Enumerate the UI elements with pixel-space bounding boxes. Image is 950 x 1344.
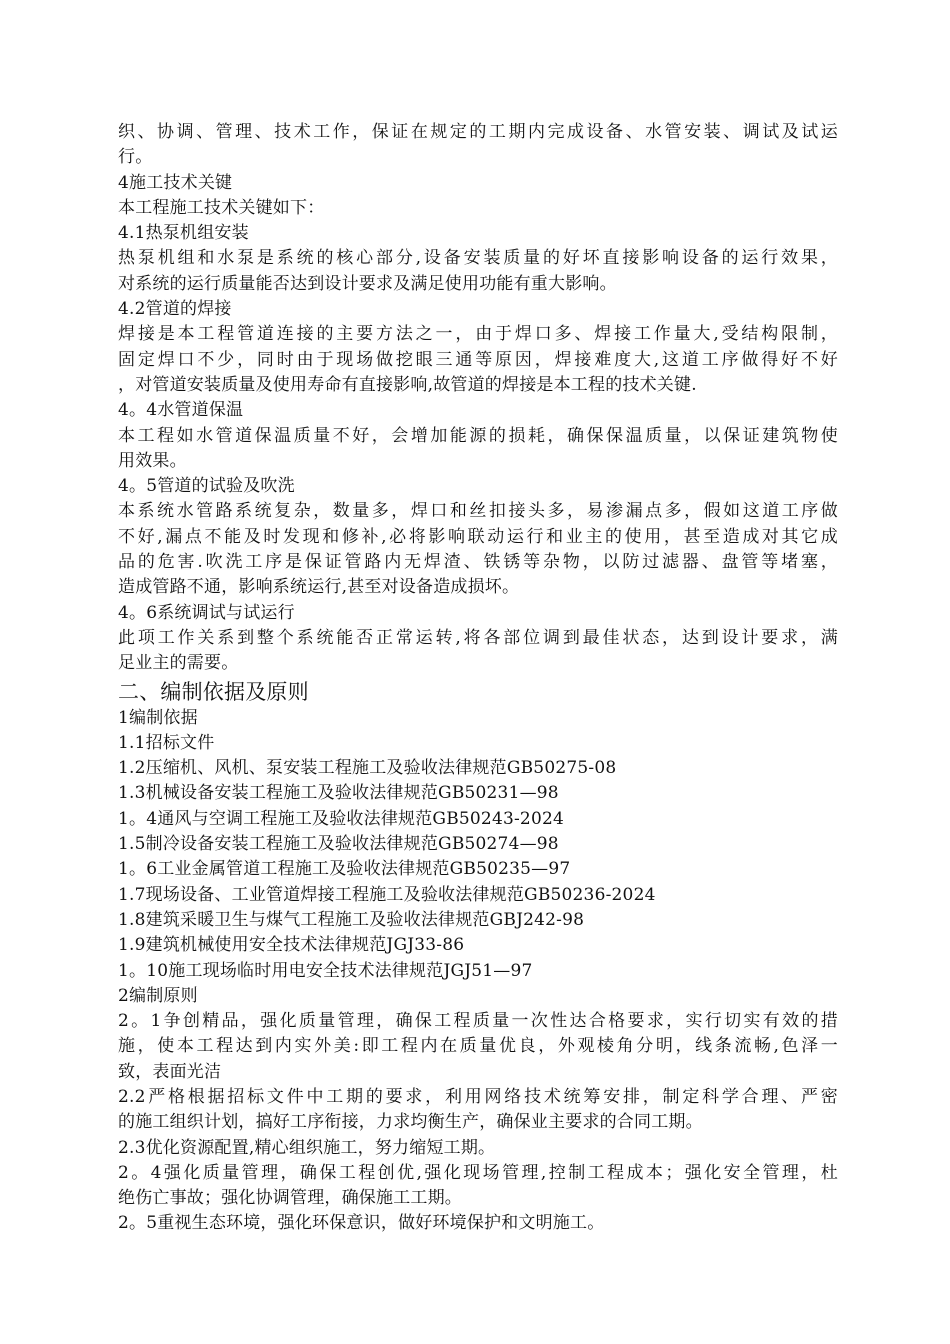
text-line: 此项工作关系到整个系统能否正常运转,将各部位调到最佳状态，达到设计要求，满 xyxy=(118,627,838,648)
text-line: 本工程施工技术关键如下： xyxy=(118,197,325,218)
text-line: 1。4通风与空调工程施工及验收法律规范GB50243-2024 xyxy=(118,808,564,829)
text-line: 织、协调、管理、技术工作，保证在规定的工期内完成设备、水管安装、调试及试运 xyxy=(118,122,838,142)
text-line: 2.2严格根据招标文件中工期的要求，利用网络技术统筹安排，制定科学合理、严密 xyxy=(118,1086,838,1107)
text-line: 本系统水管路系统复杂，数量多，焊口和丝扣接头多，易渗漏点多，假如这道工序做 xyxy=(118,501,838,522)
text-line: 1.8建筑采暖卫生与煤气工程施工及验收法律规范GBJ242-98 xyxy=(118,909,585,930)
text-line: 绝伤亡事故；强化协调管理，确保施工工期。 xyxy=(118,1188,462,1209)
text-line: 1。10施工现场临时用电安全技术法律规范JGJ51—97 xyxy=(118,960,533,981)
text-line: 4。4水管道保温 xyxy=(118,400,244,421)
text-line: 致，表面光洁 xyxy=(118,1061,222,1082)
text-line: 2编制原则 xyxy=(118,985,198,1006)
text-line: 品的危害.吹洗工序是保证管路内无焊渣、铁锈等杂物，以防过滤器、盘管等堵塞， xyxy=(118,552,838,573)
text-line: 4。5管道的试验及吹洗 xyxy=(118,476,295,497)
text-line: 足业主的需要。 xyxy=(118,653,239,674)
section-heading: 二、编制依据及原则 xyxy=(118,679,309,704)
text-line: 4施工技术关键 xyxy=(118,172,233,193)
text-line: 不好,漏点不能及时发现和修补,必将影响联动运行和业主的使用，甚至造成对其它成 xyxy=(118,526,838,547)
text-line: 4.1热泵机组安装 xyxy=(118,223,249,244)
text-line: 1.1招标文件 xyxy=(118,732,215,753)
text-line: 1.3机械设备安装工程施工及验收法律规范GB50231—98 xyxy=(118,783,559,804)
text-line: 2。5重视生态环境，强化环保意识，做好环境保护和文明施工。 xyxy=(118,1213,605,1234)
document-body xyxy=(118,120,838,1237)
text-line: 1.5制冷设备安装工程施工及验收法律规范GB50274—98 xyxy=(118,834,559,855)
basis-and-principles-section xyxy=(118,706,838,1237)
text-line: 2.3优化资源配置,精心组织施工，努力缩短工期。 xyxy=(118,1137,496,1158)
text-line: 本工程如水管道保温质量不好，会增加能源的损耗，确保保温质量，以保证建筑物使 xyxy=(118,425,838,446)
text-line: 4。6系统调试与试运行 xyxy=(118,602,295,623)
text-line: 对系统的运行质量能否达到设计要求及满足使用功能有重大影响。 xyxy=(118,273,617,294)
text-line: 1.7现场设备、工业管道焊接工程施工及验收法律规范GB50236-2024 xyxy=(118,884,656,905)
text-line: 1.9建筑机械使用安全技术法律规范JGJ33-86 xyxy=(118,935,465,956)
text-line: 用效果。 xyxy=(118,450,187,471)
text-line: 热泵机组和水泵是系统的核心部分,设备安装质量的好坏直接影响设备的运行效果， xyxy=(118,248,838,269)
technical-key-section xyxy=(118,120,838,677)
text-line: 1.2压缩机、风机、泵安装工程施工及验收法律规范GB50275-08 xyxy=(118,758,617,779)
text-line: 造成管路不通，影响系统运行,甚至对设备造成损坏。 xyxy=(118,577,520,598)
text-line: 1编制依据 xyxy=(118,707,198,728)
text-line: 固定焊口不少，同时由于现场做挖眼三通等原因，焊接难度大,这道工序做得好不好 xyxy=(118,349,838,370)
text-line: 1。6工业金属管道工程施工及验收法律规范GB50235—97 xyxy=(118,859,571,880)
text-line: ，对管道安装质量及使用寿命有直接影响,故管道的焊接是本工程的技术关键. xyxy=(118,374,697,395)
text-line: 2。1争创精品，强化质量管理，确保工程质量一次性达合格要求，实行切实有效的措 xyxy=(118,1011,838,1032)
text-line: 行。 xyxy=(118,147,153,168)
text-line: 的施工组织计划，搞好工序衔接，力求均衡生产，确保业主要求的合同工期。 xyxy=(118,1112,703,1133)
text-line: 施，使本工程达到内实外美:即工程内在质量优良，外观棱角分明，线条流畅,色泽一 xyxy=(118,1036,838,1057)
text-line: 焊接是本工程管道连接的主要方法之一，由于焊口多、焊接工作量大,受结构限制， xyxy=(118,324,838,345)
text-line: 4.2管道的焊接 xyxy=(118,299,232,320)
text-line: 2。4强化质量管理，确保工程创优,强化现场管理,控制工程成本；强化安全管理，杜 xyxy=(118,1162,838,1183)
